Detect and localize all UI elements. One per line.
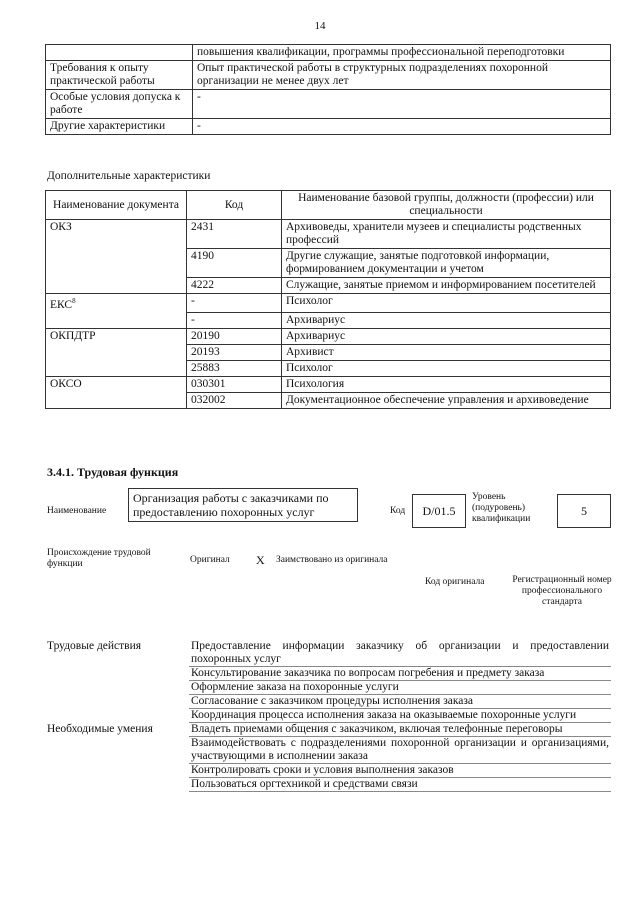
doc-cell: ОКПДТР — [46, 329, 187, 345]
table-row — [46, 313, 611, 329]
action-item: Координация процесса исполнения заказа на оказываемые похоронные услуги — [189, 709, 611, 723]
table-row — [46, 345, 611, 361]
name-cell: Архивариус — [282, 313, 611, 329]
table-cell-value: Опыт практической работы в структурных подразделениях похоронной организации не менее двух лет — [193, 61, 611, 90]
code-cell: 032002 — [187, 393, 282, 409]
table-row — [45, 723, 611, 737]
doc-cell: ОКСО — [46, 377, 187, 393]
orig-code-label: Код оригинала — [425, 577, 485, 587]
doc-cell-empty — [46, 278, 187, 294]
name-cell: Архивоведы, хранители музеев и специалисты родственных профессий — [282, 220, 611, 249]
table-row — [46, 294, 611, 313]
doc-cell-empty — [46, 313, 187, 329]
action-item: Предоставление информации заказчику об организации и предоставлении похоронных услуг — [191, 640, 609, 665]
table-row — [46, 278, 611, 294]
action-item: Согласование с заказчиком процедуры исполнения заказа — [189, 695, 611, 709]
header-document: Наименование документа — [46, 191, 187, 220]
name-label: Наименование — [47, 506, 107, 516]
table-cell-value: повышения квалификации, программы профессиональной переподготовки — [193, 45, 611, 61]
code-cell: 4190 — [187, 249, 282, 278]
doc-cell-empty — [46, 345, 187, 361]
table-row — [46, 249, 611, 278]
reg-num-label: Регистрационный номер профессионального стандарта — [512, 575, 612, 607]
doc-name: ЕКС — [50, 298, 73, 311]
skill-item: Контролировать сроки и условия выполнения заказов — [189, 764, 611, 778]
function-code-box: D/01.5 — [412, 494, 466, 528]
table-row — [46, 61, 611, 90]
name-cell: Другие служащие, занятые подготовкой информации, формированием документации и учетом — [282, 249, 611, 278]
code-cell: 2431 — [187, 220, 282, 249]
table-cell-label — [46, 45, 193, 61]
origin-label: Происхождение трудовой функции — [47, 548, 151, 569]
code-cell: 25883 — [187, 361, 282, 377]
table-row — [46, 393, 611, 409]
code-cell: - — [187, 313, 282, 329]
table-cell-label: Другие характеристики — [46, 119, 193, 135]
code-label: Код — [390, 506, 406, 516]
table-row — [46, 119, 611, 135]
actions-label: Трудовые действия — [47, 640, 142, 652]
table-row — [46, 45, 611, 61]
original-mark: X — [256, 553, 265, 567]
table-row — [46, 377, 611, 393]
table-row — [46, 90, 611, 119]
original-label: Оригинал — [190, 555, 230, 565]
skills-label: Необходимые умения — [47, 722, 153, 735]
code-cell: 4222 — [187, 278, 282, 294]
section-title: 3.4.1. Трудовая функция — [47, 465, 179, 479]
table-cell-label: Требования к опыту практической работы — [46, 61, 193, 90]
code-cell: 030301 — [187, 377, 282, 393]
name-cell: Документационное обеспечение управления и архивоведение — [282, 393, 611, 409]
borrowed-label: Заимствовано из оригинала — [276, 555, 388, 565]
name-cell: Психолог — [282, 294, 611, 313]
table-row — [45, 640, 611, 667]
table-row — [46, 220, 611, 249]
header-code: Код — [187, 191, 282, 220]
doc-cell-empty — [46, 249, 187, 278]
code-cell: 20190 — [187, 329, 282, 345]
header-name: Наименование базовой группы, должности (профессии) или специальности — [282, 191, 611, 220]
table-header-row — [46, 191, 611, 220]
code-cell: 20193 — [187, 345, 282, 361]
doc-cell — [46, 294, 187, 313]
name-cell: Психолог — [282, 361, 611, 377]
action-item: Оформление заказа на похоронные услуги — [189, 681, 611, 695]
table-cell-label: Особые условия допуска к работе — [46, 90, 193, 119]
footnote-ref: 8 — [72, 297, 76, 305]
skill-item: Взаимодействовать с подразделениями похоронной организации и организациями, участвующими в исполнении заказа — [191, 737, 609, 762]
name-cell: Служащие, занятые приемом и информированием посетителей — [282, 278, 611, 294]
function-details-table — [45, 640, 611, 792]
additional-table — [45, 190, 611, 409]
skill-item: Владеть приемами общения с заказчиком, включая телефонные переговоры — [189, 723, 611, 737]
table-row — [46, 361, 611, 377]
skill-item: Пользоваться оргтехникой и средствами связи — [189, 778, 611, 792]
additional-heading: Дополнительные характеристики — [47, 170, 211, 182]
table-cell-value: - — [193, 90, 611, 119]
doc-cell: ОКЗ — [46, 220, 187, 249]
name-cell: Архивариус — [282, 329, 611, 345]
doc-cell-empty — [46, 393, 187, 409]
action-item: Консультирование заказчика по вопросам погребения и предмету заказа — [189, 667, 611, 681]
level-box: 5 — [557, 494, 611, 528]
code-cell: - — [187, 294, 282, 313]
name-cell: Архивист — [282, 345, 611, 361]
name-cell: Психология — [282, 377, 611, 393]
requirements-table — [45, 44, 611, 135]
function-name-box: Организация работы с заказчиками по предоставлению похоронных услуг — [128, 488, 358, 522]
level-label: Уровень (подуровень) квалификации — [472, 492, 531, 524]
table-row — [46, 329, 611, 345]
table-cell-value: - — [193, 119, 611, 135]
doc-cell-empty — [46, 361, 187, 377]
page-number: 14 — [314, 20, 326, 32]
